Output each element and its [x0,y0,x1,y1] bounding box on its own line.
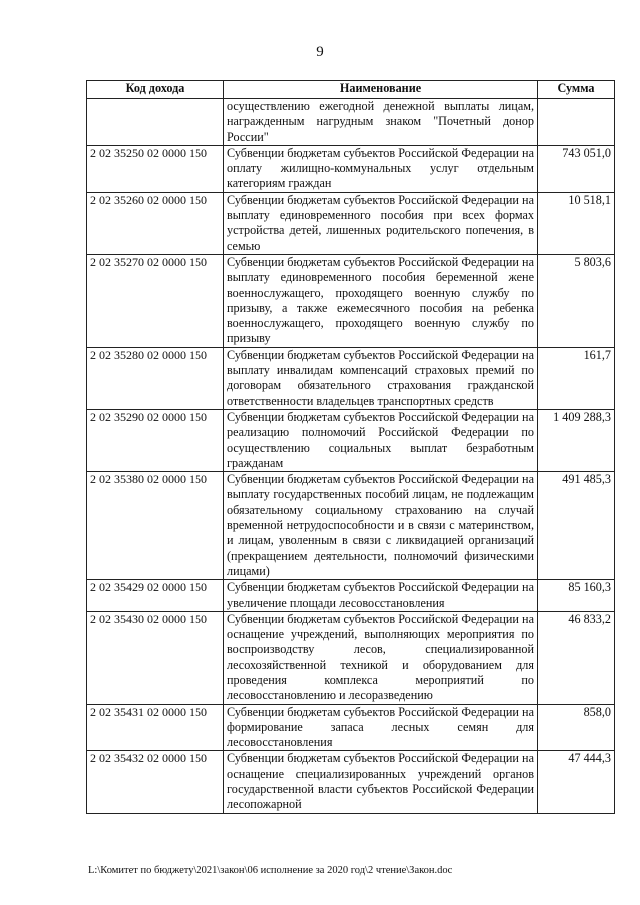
header-name: Наименование [224,81,538,99]
row-code: 2 02 35432 02 0000 150 [87,751,224,813]
table-row [87,347,615,409]
row-code: 2 02 35431 02 0000 150 [87,704,224,751]
row-name: Субвенции бюджетам субъектов Российской Федерации на выплату единовременного пособия при всех формах устройства детей, лишенных родительского попечения, в семью [224,192,538,254]
row-sum: 491 485,3 [538,472,615,580]
row-name: Субвенции бюджетам субъектов Российской Федерации на оснащение специализированных учреждений органов государственной власти субъектов Российской Федерации лесопожарной [224,751,538,813]
table-row [87,580,615,612]
table-row [87,145,615,192]
table-row [87,192,615,254]
row-sum: 47 444,3 [538,751,615,813]
row-sum: 46 833,2 [538,611,615,704]
row-code: 2 02 35430 02 0000 150 [87,611,224,704]
page-number: 9 [316,44,324,60]
header-sum: Сумма [538,81,615,99]
row-sum: 161,7 [538,347,615,409]
row-code: 2 02 35380 02 0000 150 [87,472,224,580]
row-sum: 858,0 [538,704,615,751]
row-name: осуществлению ежегодной денежной выплаты лицам, награжденным нагрудным знаком "Почетный донор России" [224,99,538,146]
row-code: 2 02 35260 02 0000 150 [87,192,224,254]
row-sum [538,99,615,146]
row-sum: 1 409 288,3 [538,409,615,471]
table-row [87,254,615,347]
row-name: Субвенции бюджетам субъектов Российской Федерации на выплату единовременного пособия беременной жене военнослужащего, проходящего военную службу по призыву, а также ежемесячного пособия на ребенка военнослужащего, проходящего военную службу по призыву [224,254,538,347]
table-row [87,751,615,813]
row-code: 2 02 35280 02 0000 150 [87,347,224,409]
file-path-footer: L:\Комитет по бюджету\2021\закон\06 исполнение за 2020 год\2 чтение\Закон.doc [88,865,453,876]
row-code: 2 02 35290 02 0000 150 [87,409,224,471]
row-name: Субвенции бюджетам субъектов Российской Федерации на выплату инвалидам компенсаций страховых премий по договорам обязательного страхования гражданской ответственности владельцев транспортных средств [224,347,538,409]
revenue-table [86,80,615,814]
table-row [87,472,615,580]
row-code: 2 02 35250 02 0000 150 [87,145,224,192]
table-row [87,409,615,471]
row-sum: 5 803,6 [538,254,615,347]
row-name: Субвенции бюджетам субъектов Российской Федерации на выплату государственных пособий лицам, не подлежащим обязательному социальному страхованию на случай временной нетрудоспособности и в связи с материнством, и лицам, уволенным в связи с ликвидацией организаций (прекращением деятельности, полномочий физическими лицами) [224,472,538,580]
row-code: 2 02 35429 02 0000 150 [87,580,224,612]
row-name: Субвенции бюджетам субъектов Российской Федерации на оплату жилищно-коммунальных услуг отдельным категориям граждан [224,145,538,192]
row-name: Субвенции бюджетам субъектов Российской Федерации на реализацию полномочий Российской Федерации по осуществлению социальных выплат безработным гражданам [224,409,538,471]
row-sum: 743 051,0 [538,145,615,192]
table-row [87,611,615,704]
table-row [87,99,615,146]
row-sum: 10 518,1 [538,192,615,254]
row-name: Субвенции бюджетам субъектов Российской Федерации на увеличение площади лесовосстановления [224,580,538,612]
table-header-row [87,81,615,99]
row-code: 2 02 35270 02 0000 150 [87,254,224,347]
row-sum: 85 160,3 [538,580,615,612]
row-name: Субвенции бюджетам субъектов Российской Федерации на оснащение учреждений, выполняющих мероприятия по воспроизводству лесов, специализированной лесохозяйственной техникой и оборудованием для проведения комплекса мероприятий по лесовосстановлению и лесоразведению [224,611,538,704]
header-code: Код дохода [87,81,224,99]
row-name: Субвенции бюджетам субъектов Российской Федерации на формирование запаса лесных семян для лесовосстановления [224,704,538,751]
row-code [87,99,224,146]
table-row [87,704,615,751]
